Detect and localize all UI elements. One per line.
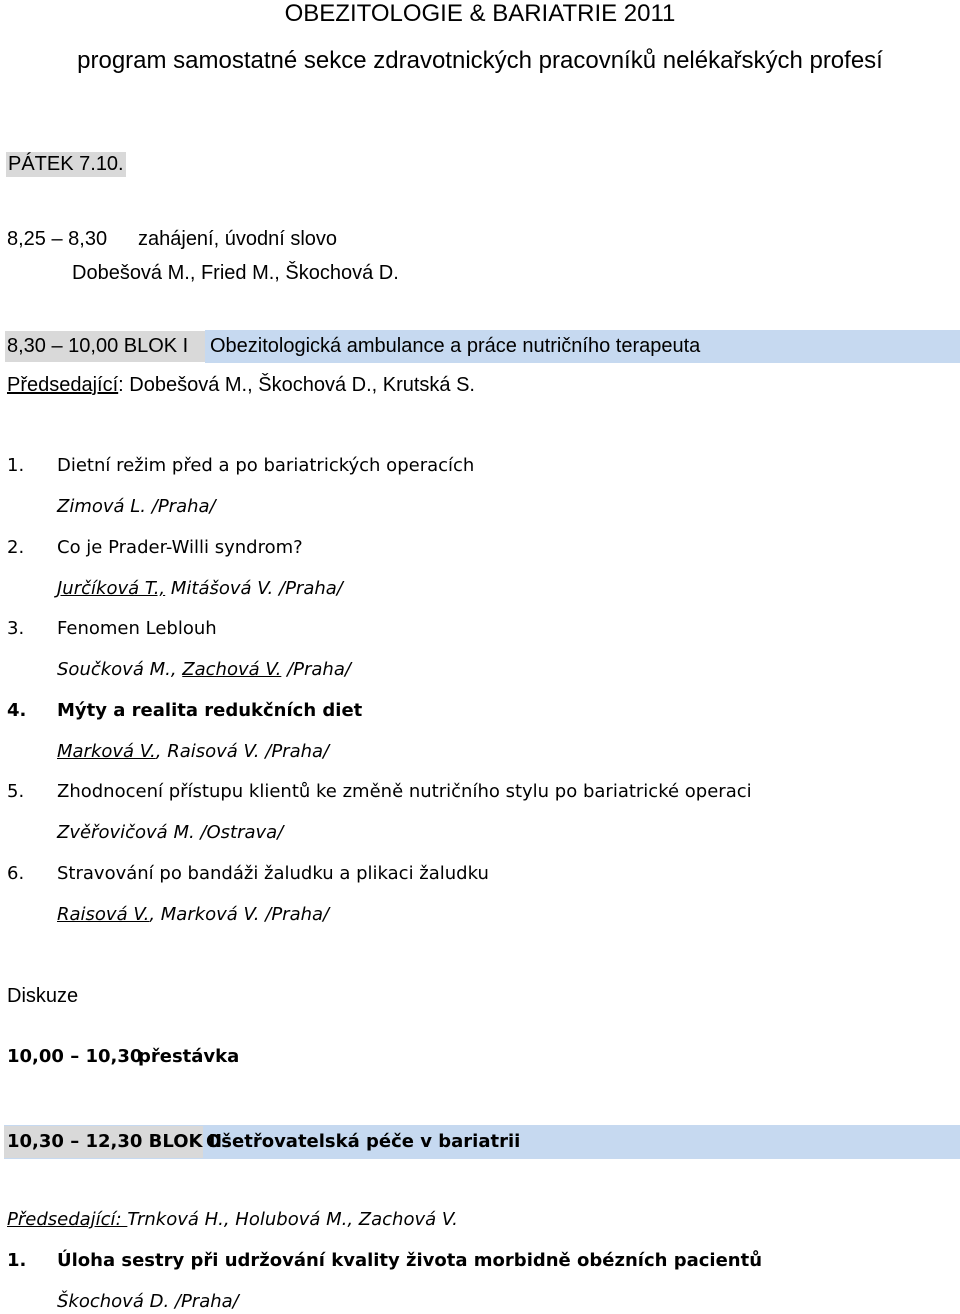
talk-number: 5.: [7, 781, 25, 802]
chair-names: : Dobešová M., Škochová D., Krutská S.: [118, 374, 475, 396]
talk-authors: Zimová L. /Praha/: [57, 496, 216, 517]
break-label: přestávka: [138, 1046, 240, 1067]
opening-label: zahájení, úvodní slovo: [138, 228, 338, 250]
talk-authors: Raisová V., Marková V. /Praha/: [57, 904, 330, 925]
talk-number: 2.: [7, 537, 25, 558]
block2-title: Ošetřovatelská péče v bariatrii: [206, 1131, 521, 1152]
talk-authors: Součková M., Zachová V. /Praha/: [57, 659, 351, 680]
opening-time: 8,25 – 8,30: [7, 228, 108, 250]
talk-title: Stravování po bandáži žaludku a plikaci žaludku: [57, 863, 489, 884]
talk-number: 6.: [7, 863, 25, 884]
talk-title: Mýty a realita redukčních diet: [57, 700, 363, 721]
discussion-label: Diskuze: [7, 985, 79, 1007]
block2-time: 10,30 – 12,30 BLOK II: [4, 1126, 203, 1158]
opening-speakers: Dobešová M., Fried M., Škochová D.: [72, 262, 399, 284]
block2-chair: [7, 1209, 458, 1230]
talk-authors: Marková V., Raisová V. /Praha/: [57, 741, 330, 762]
break-time: 10,00 – 10,30: [7, 1046, 143, 1067]
block1-title: Obezitologická ambulance a práce nutričního terapeuta: [210, 335, 701, 357]
chair-label: Předsedající: [7, 374, 119, 396]
talk-title: Co je Prader-Willi syndrom?: [57, 537, 303, 558]
talk-number: 4.: [7, 700, 27, 721]
chair-label: Předsedající:: [7, 1209, 128, 1230]
chair-names: Trnková H., Holubová M., Zachová V.: [127, 1209, 458, 1230]
talk-title: Zhodnocení přístupu klientů ke změně nutričního stylu po bariatrické operaci: [57, 781, 752, 802]
talk-title: Dietní režim před a po bariatrických operacích: [57, 455, 475, 476]
block1-time: 8,30 – 10,00 BLOK I: [5, 331, 205, 362]
page-title: OBEZITOLOGIE & BARIATRIE 2011: [284, 0, 676, 27]
talk-authors: Zvěřovičová M. /Ostrava/: [57, 822, 284, 843]
day-heading: PÁTEK 7.10.: [8, 153, 124, 175]
talk-authors: Škochová D. /Praha/: [57, 1291, 239, 1312]
talk-number: 1.: [7, 455, 25, 476]
talk-title: Fenomen Leblouh: [57, 618, 217, 639]
block1-chair: [7, 374, 475, 397]
talk-number: 1.: [7, 1250, 27, 1271]
talk-title: Úloha sestry při udržování kvality života morbidně obézních pacientů: [57, 1250, 763, 1271]
page-subtitle: program samostatné sekce zdravotnických pracovníků nelékařských profesí: [77, 47, 883, 74]
talk-authors: Jurčíková T., Mitášová V. /Praha/: [57, 578, 343, 599]
talk-number: 3.: [7, 618, 25, 639]
